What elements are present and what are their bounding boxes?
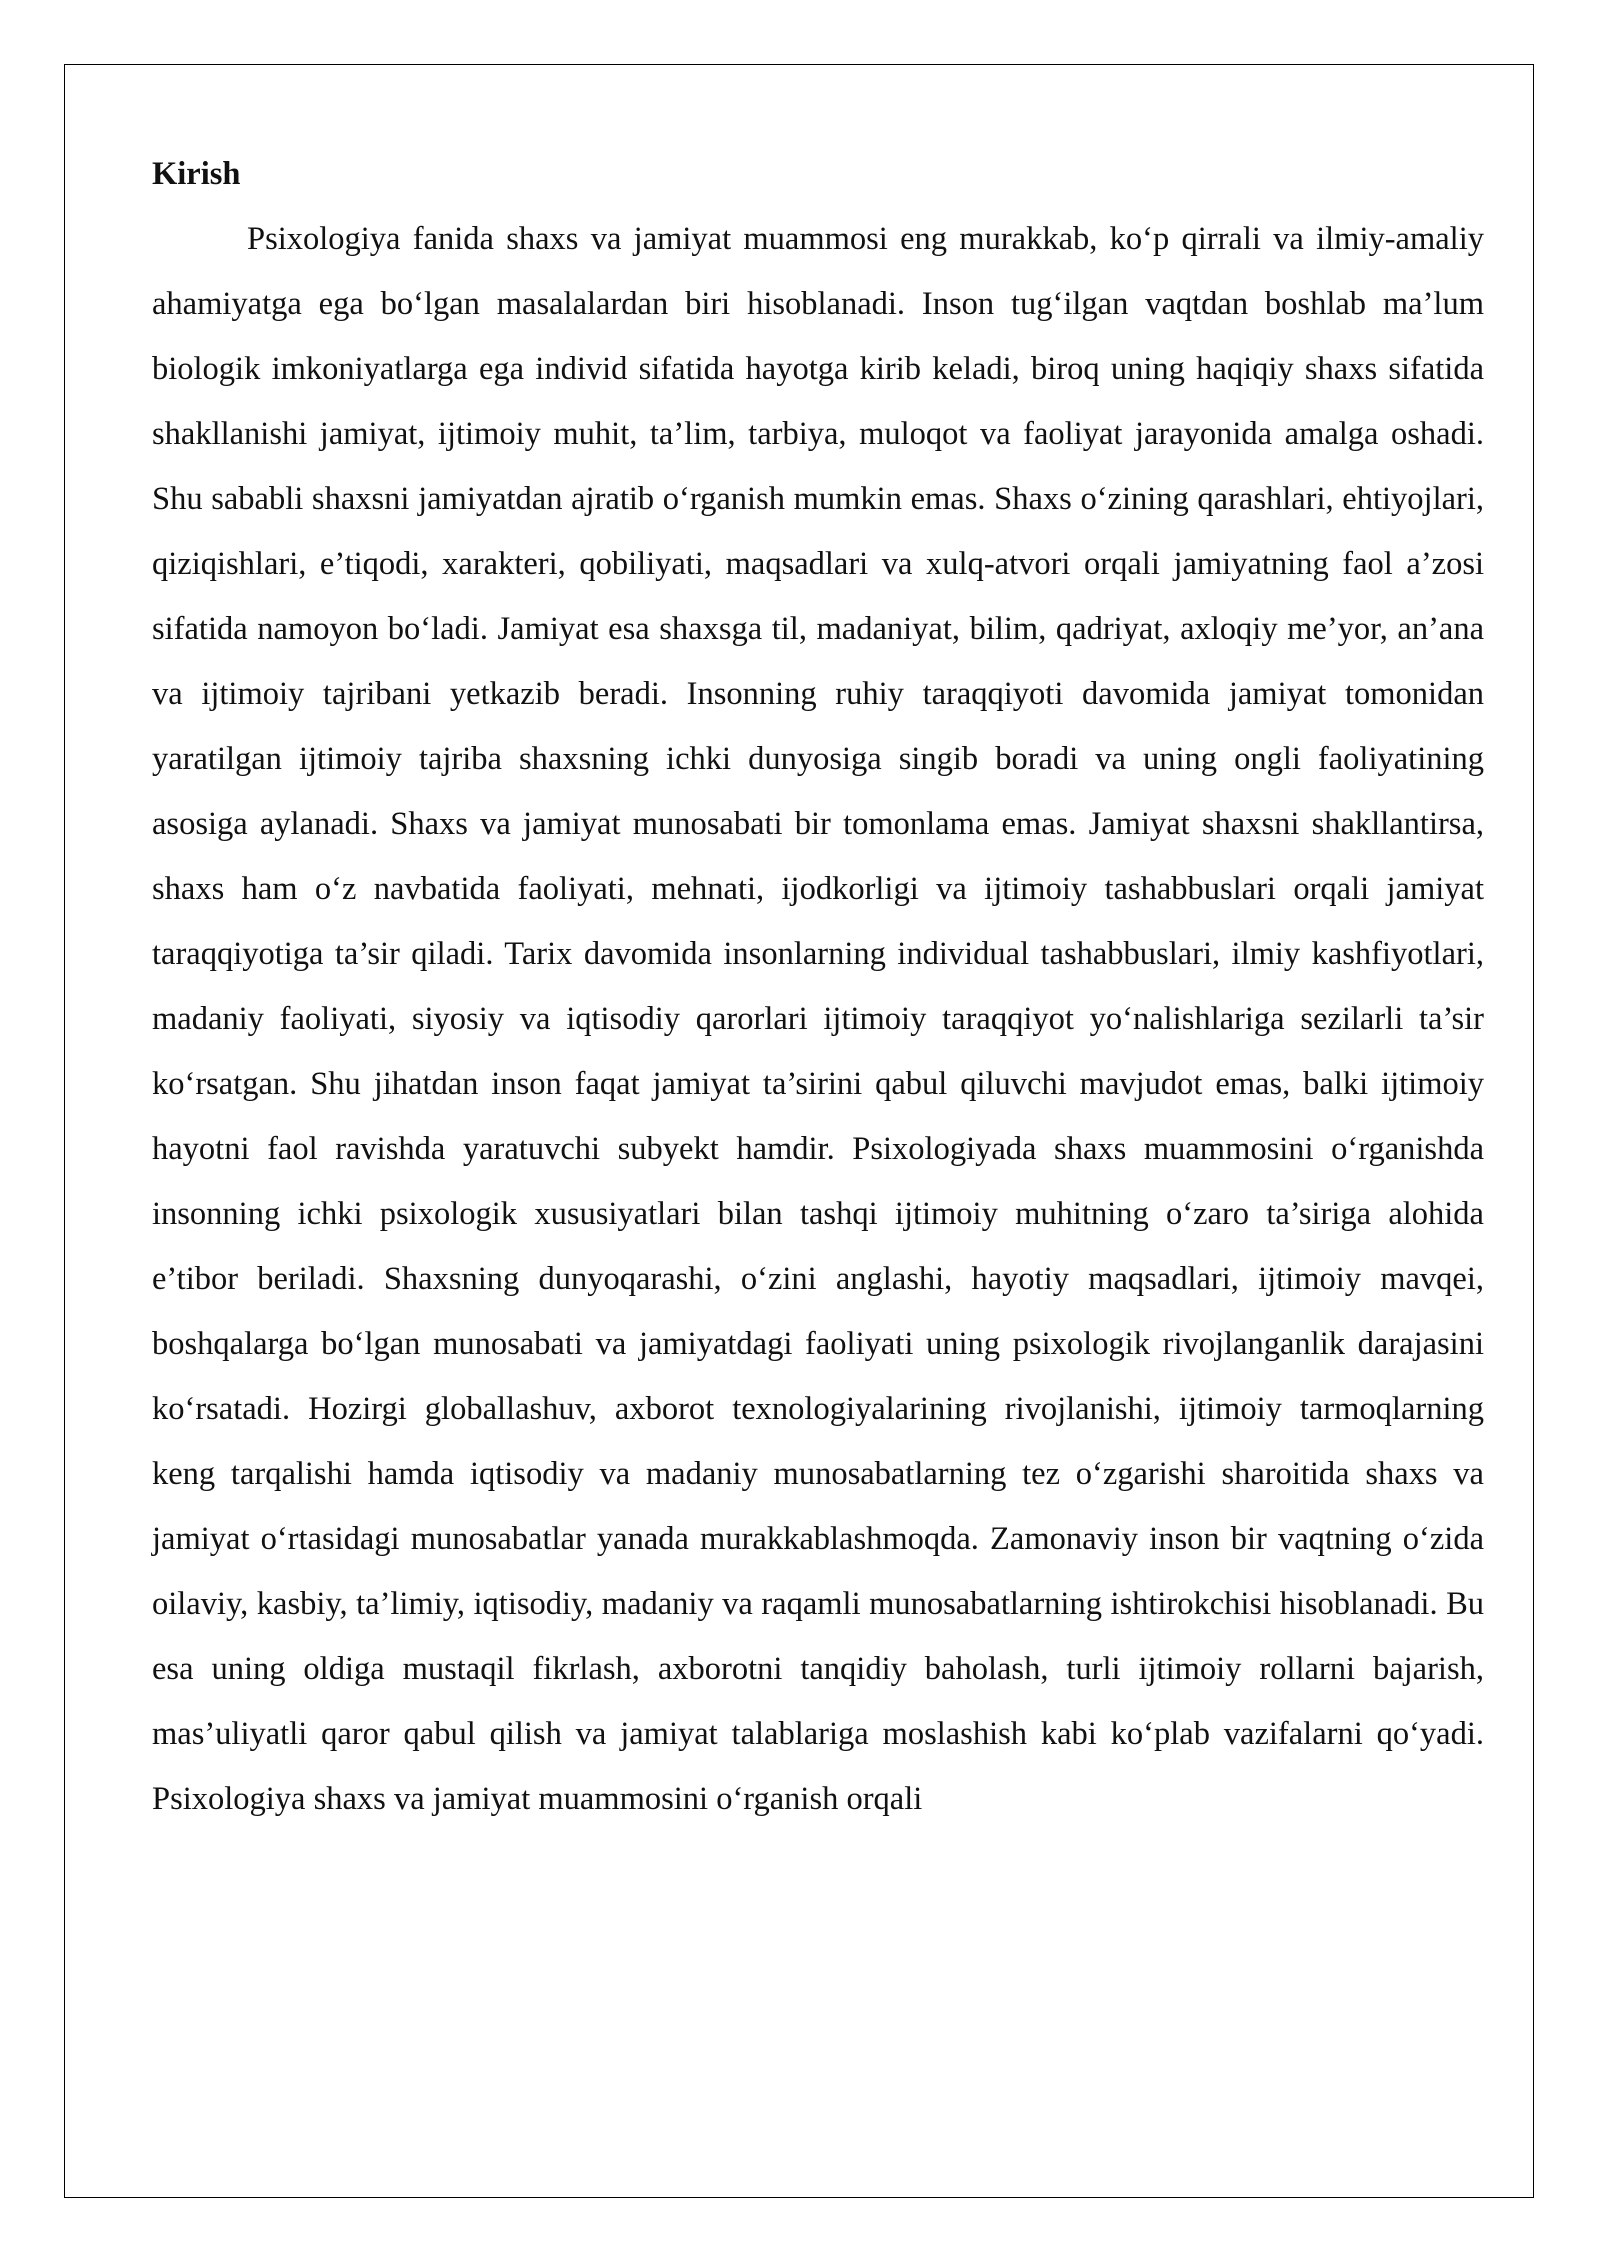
body-paragraph: Psixologiya fanida shaxs va jamiyat muammosi eng murakkab, ko‘p qirrali va ilmiy-amaliy ahamiyatga ega bo‘lgan masalalardan biri hisoblanadi. Inson tug‘ilgan vaqtdan boshlab ma’lum biologik imkoniyatlarga ega individ sifatida hayotga kirib keladi, biroq uning haqiqiy shaxs sifatida shakllanishi jamiyat, ijtimoiy muhit, ta’lim, tarbiya, muloqot va faoliyat jarayonida amalga oshadi. Shu sababli shaxsni jamiyatdan ajratib o‘rganish mumkin emas. Shaxs o‘zining qarashlari, ehtiyojlari, qiziqishlari, e’tiqodi, xarakteri, qobiliyati, maqsadlari va xulq-atvori orqali jamiyatning faol a’zosi sifatida namoyon bo‘ladi. Jamiyat esa shaxsga til, madaniyat, bilim, qadriyat, axloqiy me’yor, an’ana va ijtimoiy tajribani yetkazib beradi. Insonning ruhiy taraqqiyoti davomida jamiyat tomonidan yaratilgan ijtimoiy tajriba shaxsning ichki dunyosiga singib boradi va uning ongli faoliyatining asosiga aylanadi. Shaxs va jamiyat munosabati bir tomonlama emas. Jamiyat shaxsni shakllantirsa, shaxs ham o‘z navbatida faoliyati, mehnati, ijodkorligi va ijtimoiy tashabbuslari orqali jamiyat taraqqiyotiga ta’sir qiladi. Tarix davomida insonlarning individual tashabbuslari, ilmiy kashfiyotlari, madaniy faoliyati, siyosiy va iqtisodiy qarorlari ijtimoiy taraqqiyot yo‘nalishlariga sezilarli ta’sir ko‘rsatgan. Shu jihatdan inson faqat jamiyat ta’sirini qabul qiluvchi mavjudot emas, balki ijtimoiy hayotni faol ravishda yaratuvchi subyekt hamdir. Psixologiyada shaxs muammosini o‘rganishda insonning ichki psixologik xususiyatlari bilan tashqi ijtimoiy muhitning o‘zaro ta’siriga alohida e’tibor beriladi. Shaxsning dunyoqarashi, o‘zini anglashi, hayotiy maqsadlari, ijtimoiy mavqei, boshqalarga bo‘lgan munosabati va jamiyatdagi faoliyati uning psixologik rivojlanganlik darajasini ko‘rsatadi. Hozirgi globallashuv, axborot texnologiyalarining rivojlanishi, ijtimoiy tarmoqlarning keng tarqalishi hamda iqtisodiy va madaniy munosabatlarning tez o‘zgarishi sharoitida shaxs va jamiyat o‘rtasidagi munosabatlar yanada murakkablashmoqda. Zamonaviy inson bir vaqtning o‘zida oilaviy, kasbiy, ta’limiy, iqtisodiy, madaniy va raqamli munosabatlarning ishtirokchisi hisoblanadi. Bu esa uning oldiga mustaqil fikrlash, axborotni tanqidiy baholash, turli ijtimoiy rollarni bajarish, mas’uliyatli qaror qabul qilish va jamiyat talablariga moslashish kabi ko‘plab vazifalarni qo‘yadi. Psixologiya shaxs va jamiyat muammosini o‘rganish orqali (152, 220, 1484, 1817)
section-heading: Kirish (152, 156, 241, 192)
document-body (152, 142, 1484, 1832)
